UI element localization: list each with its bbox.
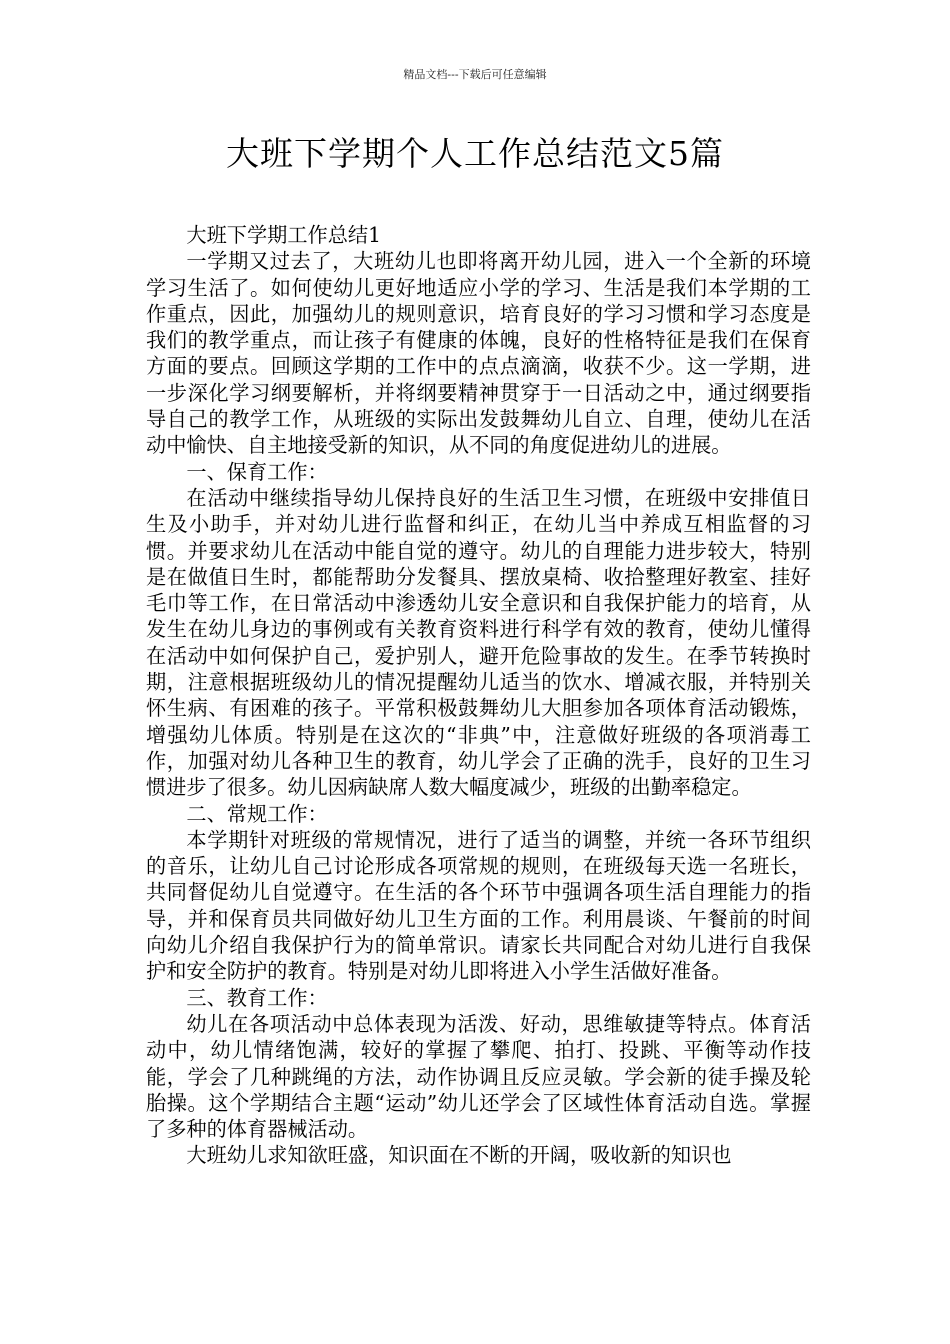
document-title: 大班下学期个人工作总结范文5篇 [226,134,724,173]
paragraph: 幼儿在各项活动中总体表现为活泼、好动，思维敏捷等特点。体育活动中，幼儿情绪饱满，较好的掌握了攀爬、拍打、投跳、平衡等动作技能，学会了几种跳绳的方法，动作协调且反应灵敏。学会新的徒手操及轮胎操。这个学期结合主题“运动”幼儿还学会了区域性体育活动自选。掌握了多种的体育器械活动。 [146,1011,811,1142]
paragraph: 大班幼儿求知欲旺盛，知识面在不断的开阔，吸收新的知识也 [186,1143,732,1168]
page-header: 精品文档---下载后可任意编辑 [403,68,547,81]
section-heading: 大班下学期工作总结1 [186,223,381,247]
paragraph: 一学期又过去了，大班幼儿也即将离开幼儿园，进入一个全新的环境学习生活了。如何使幼儿更好地适应小学的学习、生活是我们本学期的工作重点，因此，加强幼儿的规则意识，培育良好的学习习惯和学习态度是我们的教学重点，而让孩子有健康的体魄，良好的性格特征是我们在保育方面的要点。回顾这学期的工作中的点点滴滴，收获不少。这一学期，进一步深化学习纲要解析，并将纲要精神贯穿于一日活动之中，通过纲要指导自己的教学工作，从班级的实际出发鼓舞幼儿自立、自理，使幼儿在活动中愉快、自主地接受新的知识，从不同的角度促进幼儿的进展。 [146,249,811,458]
section-heading: 三、教育工作： [186,985,328,1010]
paragraph: 本学期针对班级的常规情况，进行了适当的调整，并统一各环节组织的音乐，让幼儿自己讨论形成各项常规的规则，在班级每天选一名班长，共同督促幼儿自觉遵守。在生活的各个环节中强调各项生活自理能力的指导，并和保育员共同做好幼儿卫生方面的工作。利用晨谈、午餐前的时间向幼儿介绍自我保护行为的简单常识。请家长共同配合对幼儿进行自我保护和安全防护的教育。特别是对幼儿即将进入小学生活做好准备。 [146,827,811,984]
paragraph: 在活动中继续指导幼儿保持良好的生活卫生习惯，在班级中安排值日生及小助手，并对幼儿进行监督和纠正，在幼儿当中养成互相监督的习惯。并要求幼儿在活动中能自觉的遵守。幼儿的自理能力进步较大，特别是在做值日生时，都能帮助分发餐具、摆放桌椅、收拾整理好教室、挂好毛巾等工作，在日常活动中渗透幼儿安全意识和自我保护能力的培育，从发生在幼儿身边的事例或有关教育资料进行科学有效的教育，使幼儿懂得在活动中如何保护自己，爱护别人，避开危险事故的发生。在季节转换时期，注意根据班级幼儿的情况提醒幼儿适当的饮水、增减衣服，并特别关怀生病、有困难的孩子。平常积极鼓舞幼儿大胆参加各项体育活动锻炼，增强幼儿体质。特别是在这次的“非典”中，注意做好班级的各项消毒工作，加强对幼儿各种卫生的教育，幼儿学会了正确的洗手，良好的卫生习惯进步了很多。幼儿因病缺席人数大幅度减少，班级的出勤率稳定。 [146,485,811,800]
section-heading: 一、保育工作： [186,459,328,484]
section-heading: 二、常规工作： [186,801,328,826]
document-body [146,222,811,1169]
